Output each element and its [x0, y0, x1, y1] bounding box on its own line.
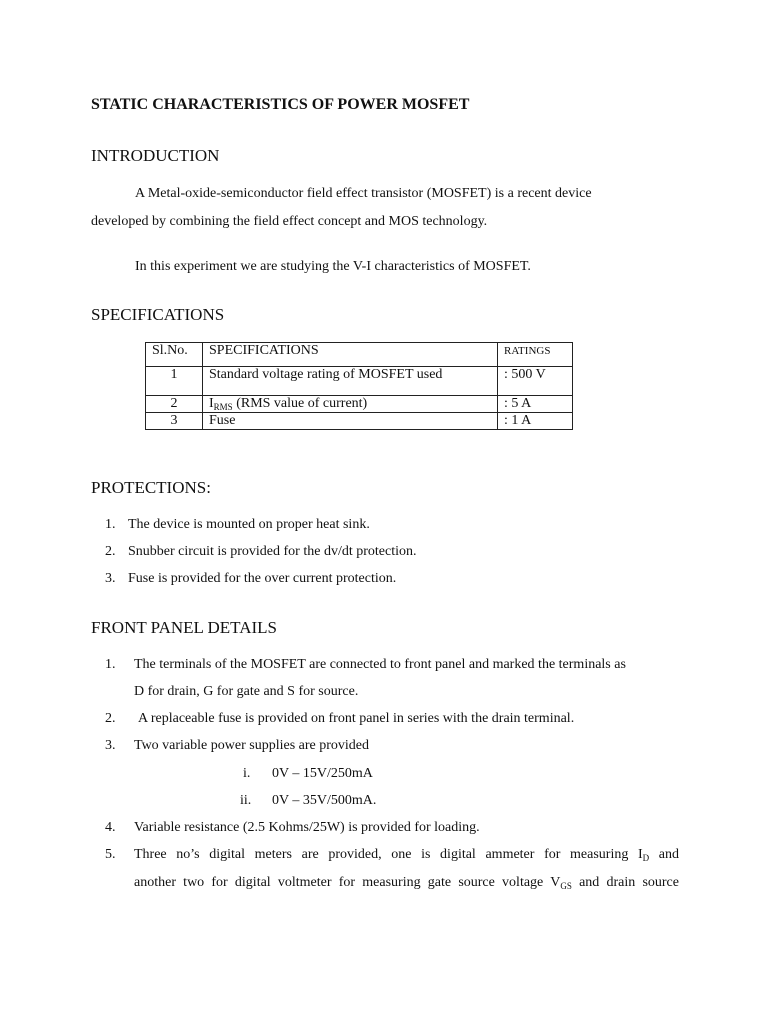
subscript: GS	[560, 881, 572, 891]
row-rating: : 500 V	[498, 367, 573, 396]
panel-item-number: 1.	[105, 657, 116, 672]
line-text: and drain source	[571, 875, 679, 890]
introduction-heading: INTRODUCTION	[91, 146, 220, 165]
intro-paragraph-line-2: developed by combining the field effect concept and MOS technology.	[91, 214, 488, 229]
panel-item-1-line-1: The terminals of the MOSFET are connected to front panel and marked the terminals as	[134, 657, 626, 672]
table-header-row	[146, 343, 573, 367]
protection-item-number: 1.	[105, 517, 116, 532]
protection-item-text: The device is mounted on proper heat sink.	[128, 517, 370, 532]
spec-symbol: I	[209, 396, 214, 411]
panel-subitem-number: i.	[243, 766, 251, 781]
protection-item-number: 3.	[105, 571, 116, 586]
panel-item-number: 4.	[105, 820, 116, 835]
panel-item-1-line-2: D for drain, G for gate and S for source.	[134, 684, 359, 699]
panel-item-number: 5.	[105, 847, 116, 862]
panel-item-5-line-1	[134, 847, 679, 863]
spec-description: (RMS value of current)	[232, 396, 368, 411]
row-rating: : 1 A	[498, 413, 573, 430]
line-text: another two for digital voltmeter for measuring gate source voltage V	[134, 875, 561, 890]
header-specifications: SPECIFICATIONS	[203, 343, 498, 367]
table-row	[146, 367, 573, 396]
panel-item-number: 3.	[105, 738, 116, 753]
row-specification: Standard voltage rating of MOSFET used	[203, 367, 498, 396]
row-number: 1	[146, 367, 203, 396]
spec-subscript: RMS	[213, 402, 233, 412]
table-row	[146, 396, 573, 413]
header-sl-no: Sl.No.	[146, 343, 203, 367]
line-text: Three no’s digital meters are provided, one is digital ammeter for measuring I	[134, 847, 643, 862]
panel-item-3-text: Two variable power supplies are provided	[134, 738, 369, 753]
intro-paragraph-2: In this experiment we are studying the V-I characteristics of MOSFET.	[135, 259, 531, 274]
panel-item-5-line-2	[134, 875, 679, 891]
protections-heading: PROTECTIONS:	[91, 478, 211, 497]
intro-paragraph-line-1: A Metal-oxide-semiconductor field effect transistor (MOSFET) is a recent device	[135, 186, 592, 201]
panel-subitem-number: ii.	[240, 793, 252, 808]
table-row	[146, 413, 573, 430]
protection-item-text: Snubber circuit is provided for the dv/dt protection.	[128, 544, 417, 559]
protection-item-text: Fuse is provided for the over current protection.	[128, 571, 397, 586]
panel-item-4-text: Variable resistance (2.5 Kohms/25W) is provided for loading.	[134, 820, 480, 835]
subscript: D	[642, 853, 650, 863]
row-number: 3	[146, 413, 203, 430]
specifications-heading: SPECIFICATIONS	[91, 305, 225, 324]
panel-subitem-text: 0V – 35V/500mA.	[272, 793, 377, 808]
row-specification: Fuse	[203, 413, 498, 430]
row-rating: : 5 A	[498, 396, 573, 413]
header-ratings: RATINGS	[498, 343, 573, 367]
line-text: and	[649, 847, 680, 862]
panel-subitem-text: 0V – 15V/250mA	[272, 766, 373, 781]
row-number: 2	[146, 396, 203, 413]
document-title: STATIC CHARACTERISTICS OF POWER MOSFET	[91, 96, 470, 113]
protection-item-number: 2.	[105, 544, 116, 559]
row-specification	[203, 396, 498, 413]
panel-item-2-text: A replaceable fuse is provided on front panel in series with the drain terminal.	[138, 711, 575, 726]
front-panel-heading: FRONT PANEL DETAILS	[91, 618, 277, 637]
specifications-table	[145, 342, 573, 430]
panel-item-number: 2.	[105, 711, 116, 726]
